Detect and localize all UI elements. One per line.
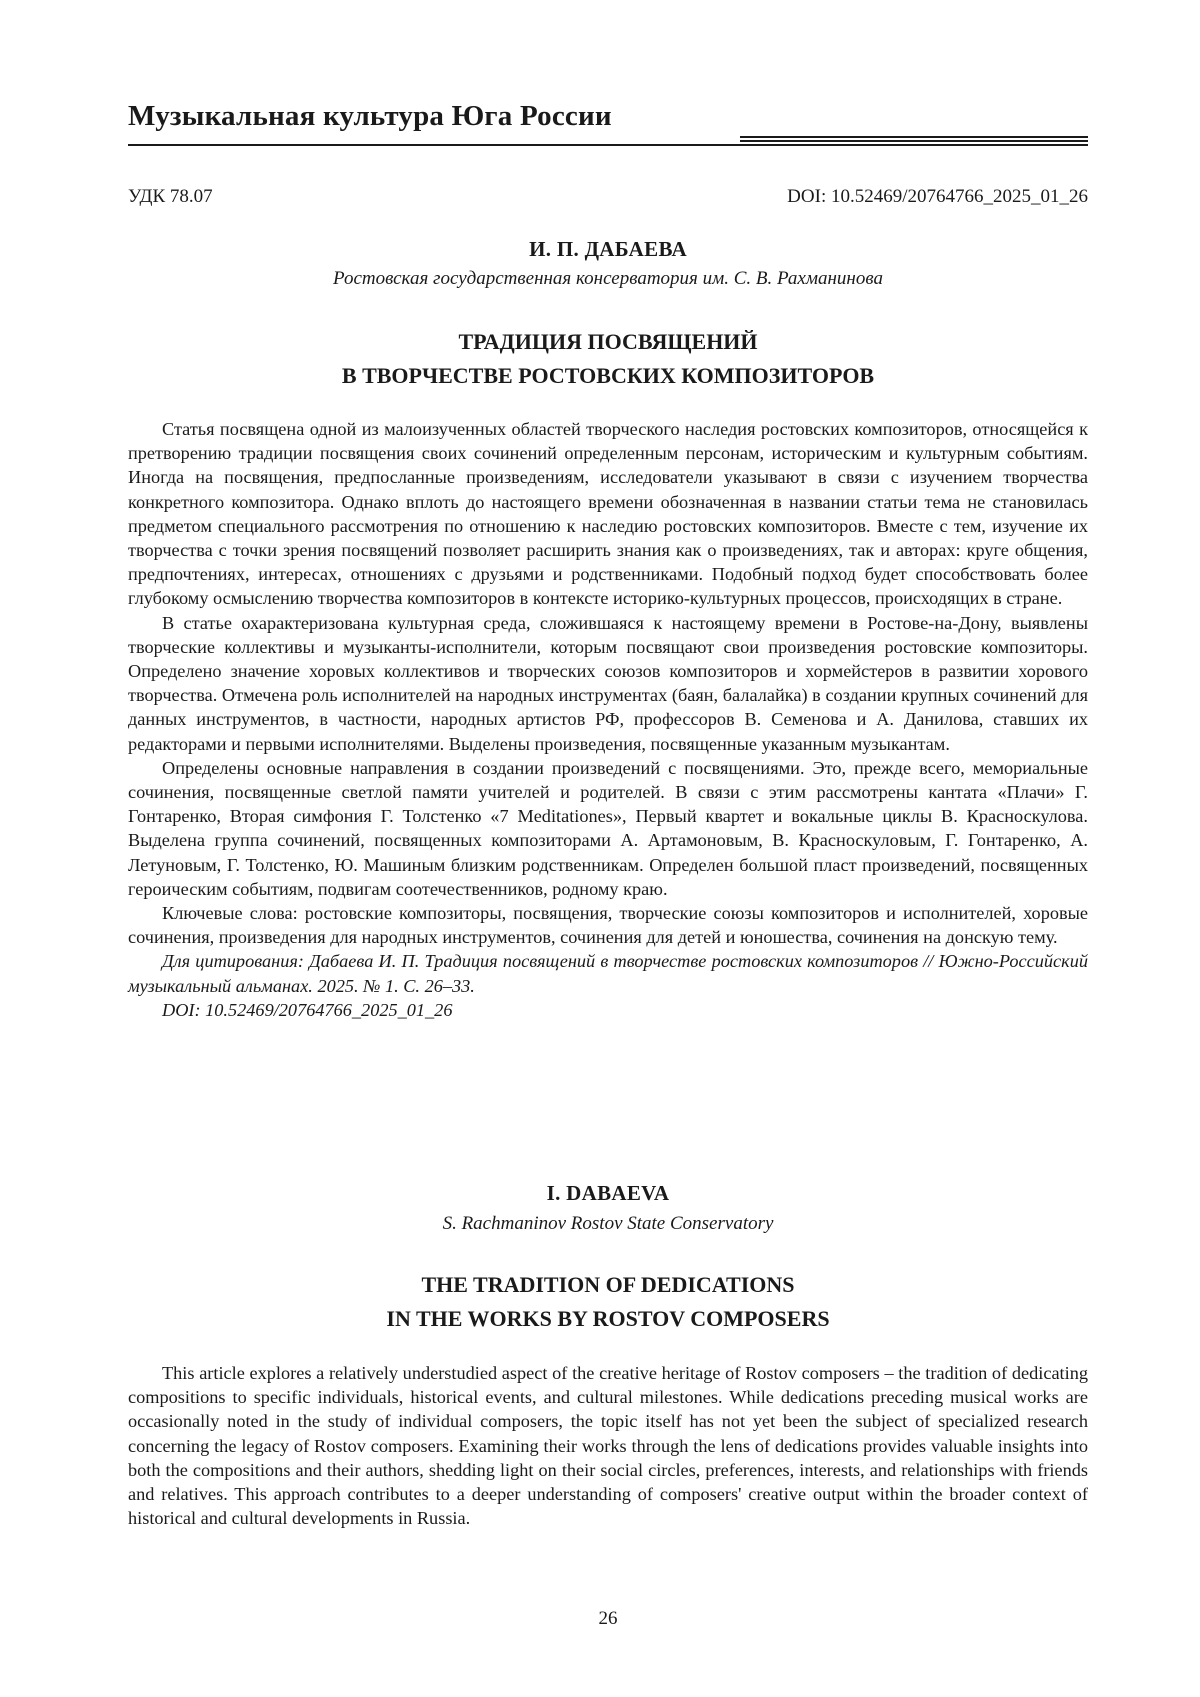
header-triple-rule	[740, 136, 1088, 148]
abstract-ru-paragraph: В статье охарактеризована культурная среда, сложившаяся к настоящему времени в Ростове-на-Дону, выявлены творческие коллективы и музыканты-исполнители, которым посвящают свои произведения ростовские композиторы. Определено значение хоровых коллективов и творческих союзов композиторов и хормейстеров в развитии хорового творчества. Отмечена роль исполнителей на народных инструментах (баян, балалайка) в создании крупных сочинений для данных инструментов, в частности, народных артистов РФ, профессоров В. Семенова и А. Данилова, ставших их редакторами и первыми исполнителями. Выделены произведения, посвященные указанным музыкантам.	[128, 612, 1088, 754]
page-number: 26	[598, 1608, 618, 1629]
title-ru-line-2: В ТВОРЧЕСТВЕ РОСТОВСКИХ КОМПОЗИТОРОВ	[341, 363, 875, 388]
abstract-ru-paragraph: Определены основные направления в создании произведений с посвящениями. Это, прежде всего, мемориальные сочинения, посвященные светлой памяти учителей и родителей. В связи с этим рассмотрены кантата «Плачи» Г. Гонтаренко, Вторая симфония Г. Толстенко «7 Meditationes», Первый квартет и вокальные циклы В. Красноскулова. Выделена группа сочинений, посвященных композиторами А. Артамоновым, В. Красноскуловым, Г. Гонтаренко, А. Летуновым, Г. Толстенко, Ю. Машиным близким родственникам. Определен большой пласт произведений, посвященных героическим событиям, подвигам соотечественников, родному краю.	[128, 757, 1088, 899]
udc-code: УДК 78.07	[128, 186, 213, 207]
author-ru: И. П. ДАБАЕВА	[529, 237, 687, 261]
keywords-ru: Ключевые слова: ростовские композиторы, посвящения, творческие союзы композиторов и исполнителей, хоровые сочинения, произведения для народных инструментов, сочинения для детей и юношества, сочинения на донскую тему.	[128, 903, 1088, 948]
title-en-line-2: IN THE WORKS BY ROSTOV COMPOSERS	[386, 1306, 830, 1331]
title-en-line-1: THE TRADITION OF DEDICATIONS	[421, 1272, 795, 1297]
abstract-en	[128, 1361, 1088, 1530]
citation-doi: DOI: 10.52469/20764766_2025_01_26	[162, 999, 453, 1020]
abstract-ru	[128, 417, 1088, 1022]
affiliation-en: S. Rachmaninov Rostov State Conservatory	[442, 1213, 774, 1234]
title-ru-line-1: ТРАДИЦИЯ ПОСВЯЩЕНИЙ	[458, 329, 758, 354]
article-title-ru	[128, 325, 1088, 393]
journal-title: Музыкальная культура Юга России	[128, 100, 612, 132]
running-header	[128, 96, 1088, 152]
doi-top: DOI: 10.52469/20764766_2025_01_26	[787, 186, 1088, 207]
citation-ru: Для цитирования: Дабаева И. П. Традиция посвящений в творчестве ростовских композиторов // Южно-Российский музыкальный альманах. 2025. № 1. С. 26–33.	[128, 951, 1088, 996]
article-title-en	[128, 1268, 1088, 1336]
affiliation-ru: Ростовская государственная консерватория им. С. В. Рахманинова	[333, 268, 883, 289]
abstract-en-paragraph: This article explores a relatively understudied aspect of the creative heritage of Rostov composers – the tradition of dedicating compositions to specific individuals, historical events, and cultural milestones. While dedications preceding musical works are occasionally noted in the study of individual composers, the topic itself has not yet been the subject of specialized research concerning the legacy of Rostov composers. Examining their works through the lens of dedications provides valuable insights into both the compositions and their authors, shedding light on their social circles, preferences, interests, and relationships with friends and relatives. This approach contributes to a deeper understanding of composers' creative output within the broader context of historical and cultural developments in Russia.	[128, 1363, 1088, 1529]
author-en: I. DABAEVA	[546, 1181, 670, 1205]
abstract-ru-paragraph: Статья посвящена одной из малоизученных областей творческого наследия ростовских композиторов, относящейся к претворению традиции посвящения своих сочинений определенным персонам, историческим и культурным событиям. Иногда на посвящения, предпосланные произведениям, исследователи указывают в связи с изучением творчества конкретного композитора. Однако вплоть до настоящего времени обозначенная в названии статьи тема не становилась предметом специального рассмотрения по отношению к наследию ростовских композиторов. Вместе с тем, изучение их творчества с точки зрения посвящений позволяет расширить знания как о произведениях, так и авторах: круге общения, предпочтениях, интересах, отношениях с друзьями и родственниками. Подобный подход будет способствовать более глубокому осмыслению творчества композиторов в контексте историко-культурных процессов, происходящих в стране.	[128, 419, 1088, 609]
